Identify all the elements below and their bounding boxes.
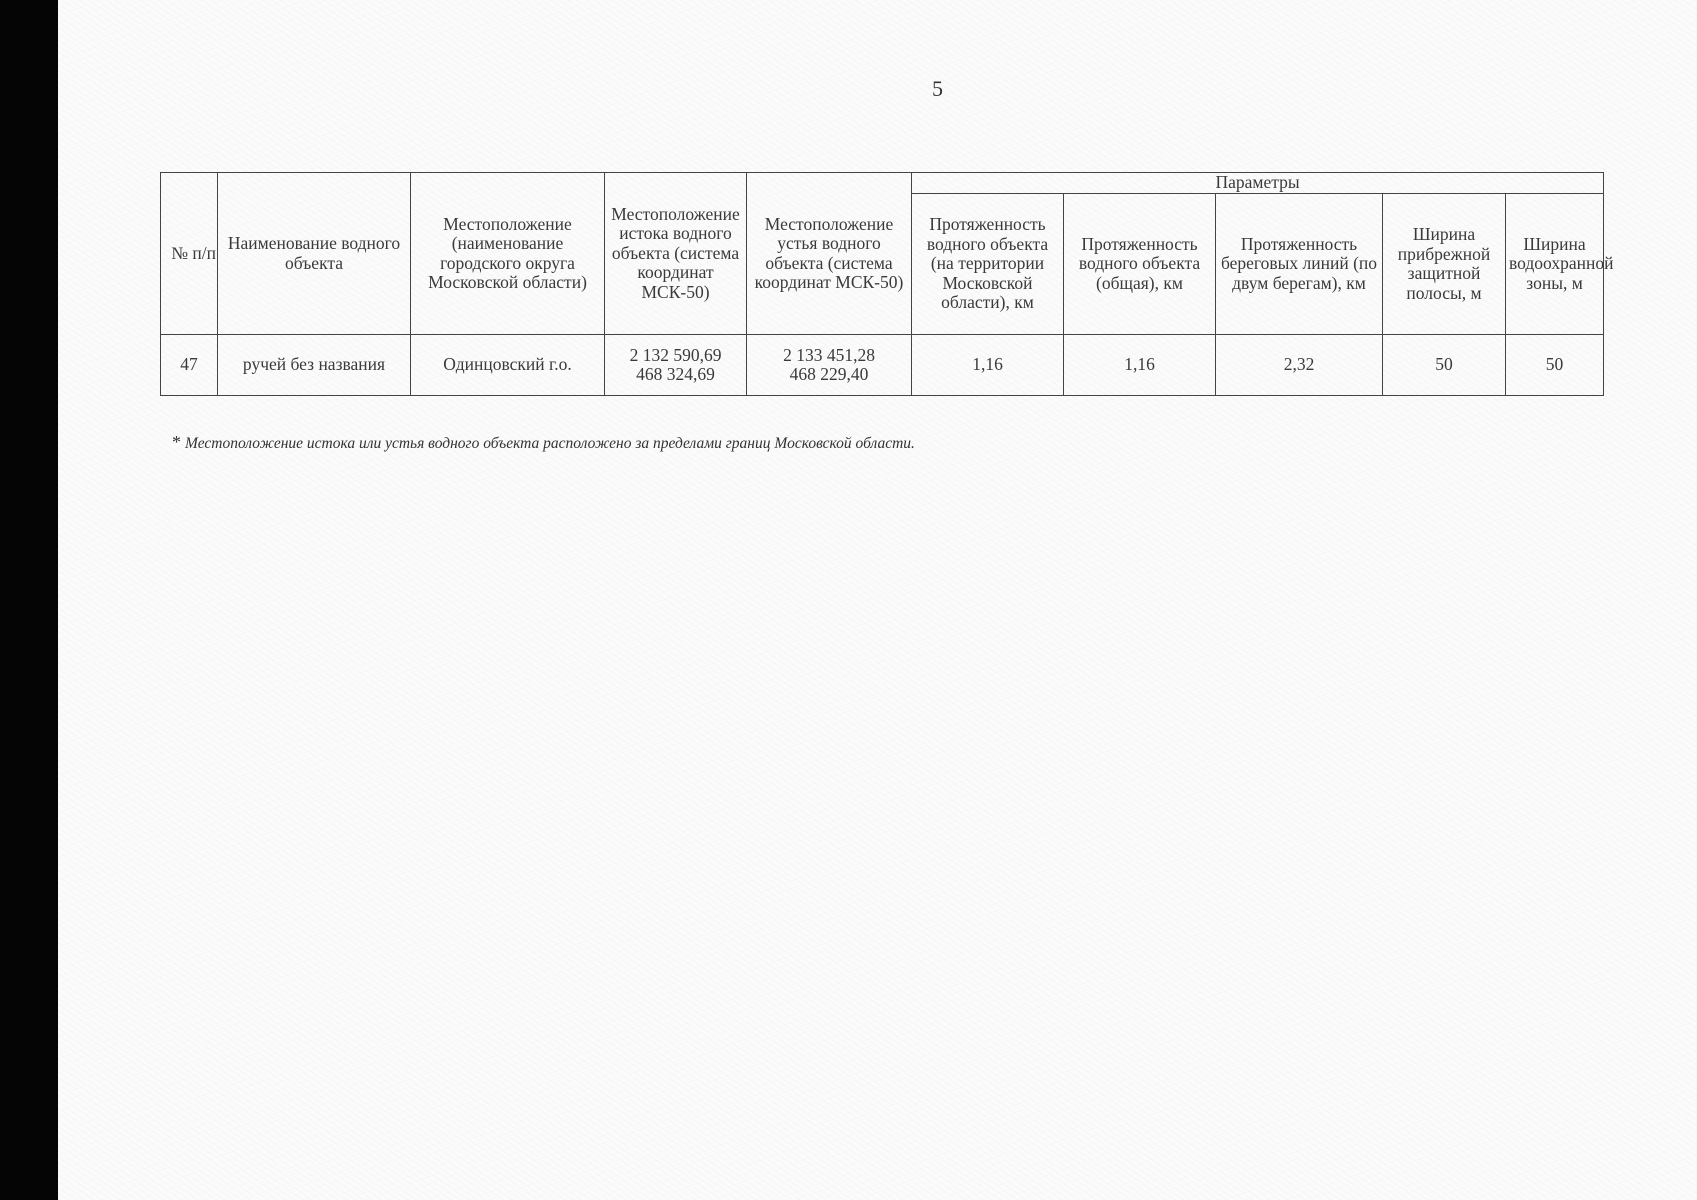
footnote — [172, 432, 915, 453]
header-parameters: Параметры — [912, 173, 1604, 194]
cell-shoreline: 2,32 — [1216, 335, 1383, 396]
scan-edge — [0, 0, 58, 1200]
cell-coastal-strip: 50 — [1383, 335, 1506, 396]
cell-name: ручей без названия — [218, 335, 411, 396]
header-mouth: Местоположение устья водного объекта (система координат МСК-50) — [747, 173, 912, 335]
cell-mouth — [747, 335, 912, 396]
mouth-coord-2: 468 229,40 — [789, 364, 869, 384]
cell-location: Одинцовский г.о. — [411, 335, 605, 396]
page-number — [58, 76, 1697, 102]
header-name: Наименование водного объекта — [218, 173, 411, 335]
source-coord-2: 468 324,69 — [636, 364, 715, 384]
header-shoreline: Протяженность береговых линий (по двум берегам), км — [1216, 194, 1383, 335]
cell-source — [605, 335, 747, 396]
cell-length-total: 1,16 — [1064, 335, 1216, 396]
header-protection-zone: Ширина водоохранной зоны, м — [1506, 194, 1604, 335]
page-number-text: 5 — [932, 76, 943, 101]
table-row — [161, 335, 1604, 396]
cell-num: 47 — [161, 335, 218, 396]
footnote-star: * — [172, 432, 181, 452]
header-length-total: Протяженность водного объекта (общая), км — [1064, 194, 1216, 335]
cell-protection-zone: 50 — [1506, 335, 1604, 396]
mouth-coord-1: 2 133 451,28 — [783, 344, 875, 365]
header-length-region: Протяженность водного объекта (на территории Московской области), км — [912, 194, 1064, 335]
footnote-text: Местоположение истока или устья водного объекта расположено за пределами границ Московской области. — [185, 435, 915, 452]
water-bodies-table — [160, 172, 1614, 396]
header-coastal-strip: Ширина прибрежной защитной полосы, м — [1383, 194, 1506, 335]
source-coord-1: 2 132 590,69 — [629, 344, 722, 365]
header-location: Местоположение (наименование городского округа Московской области) — [411, 173, 605, 335]
header-num: № п/п — [161, 173, 218, 335]
cell-length-region: 1,16 — [912, 335, 1064, 396]
table-header-row-top — [161, 173, 1604, 194]
header-source: Местоположение истока водного объекта (система координат МСК-50) — [605, 173, 747, 335]
document-page — [58, 0, 1697, 1200]
